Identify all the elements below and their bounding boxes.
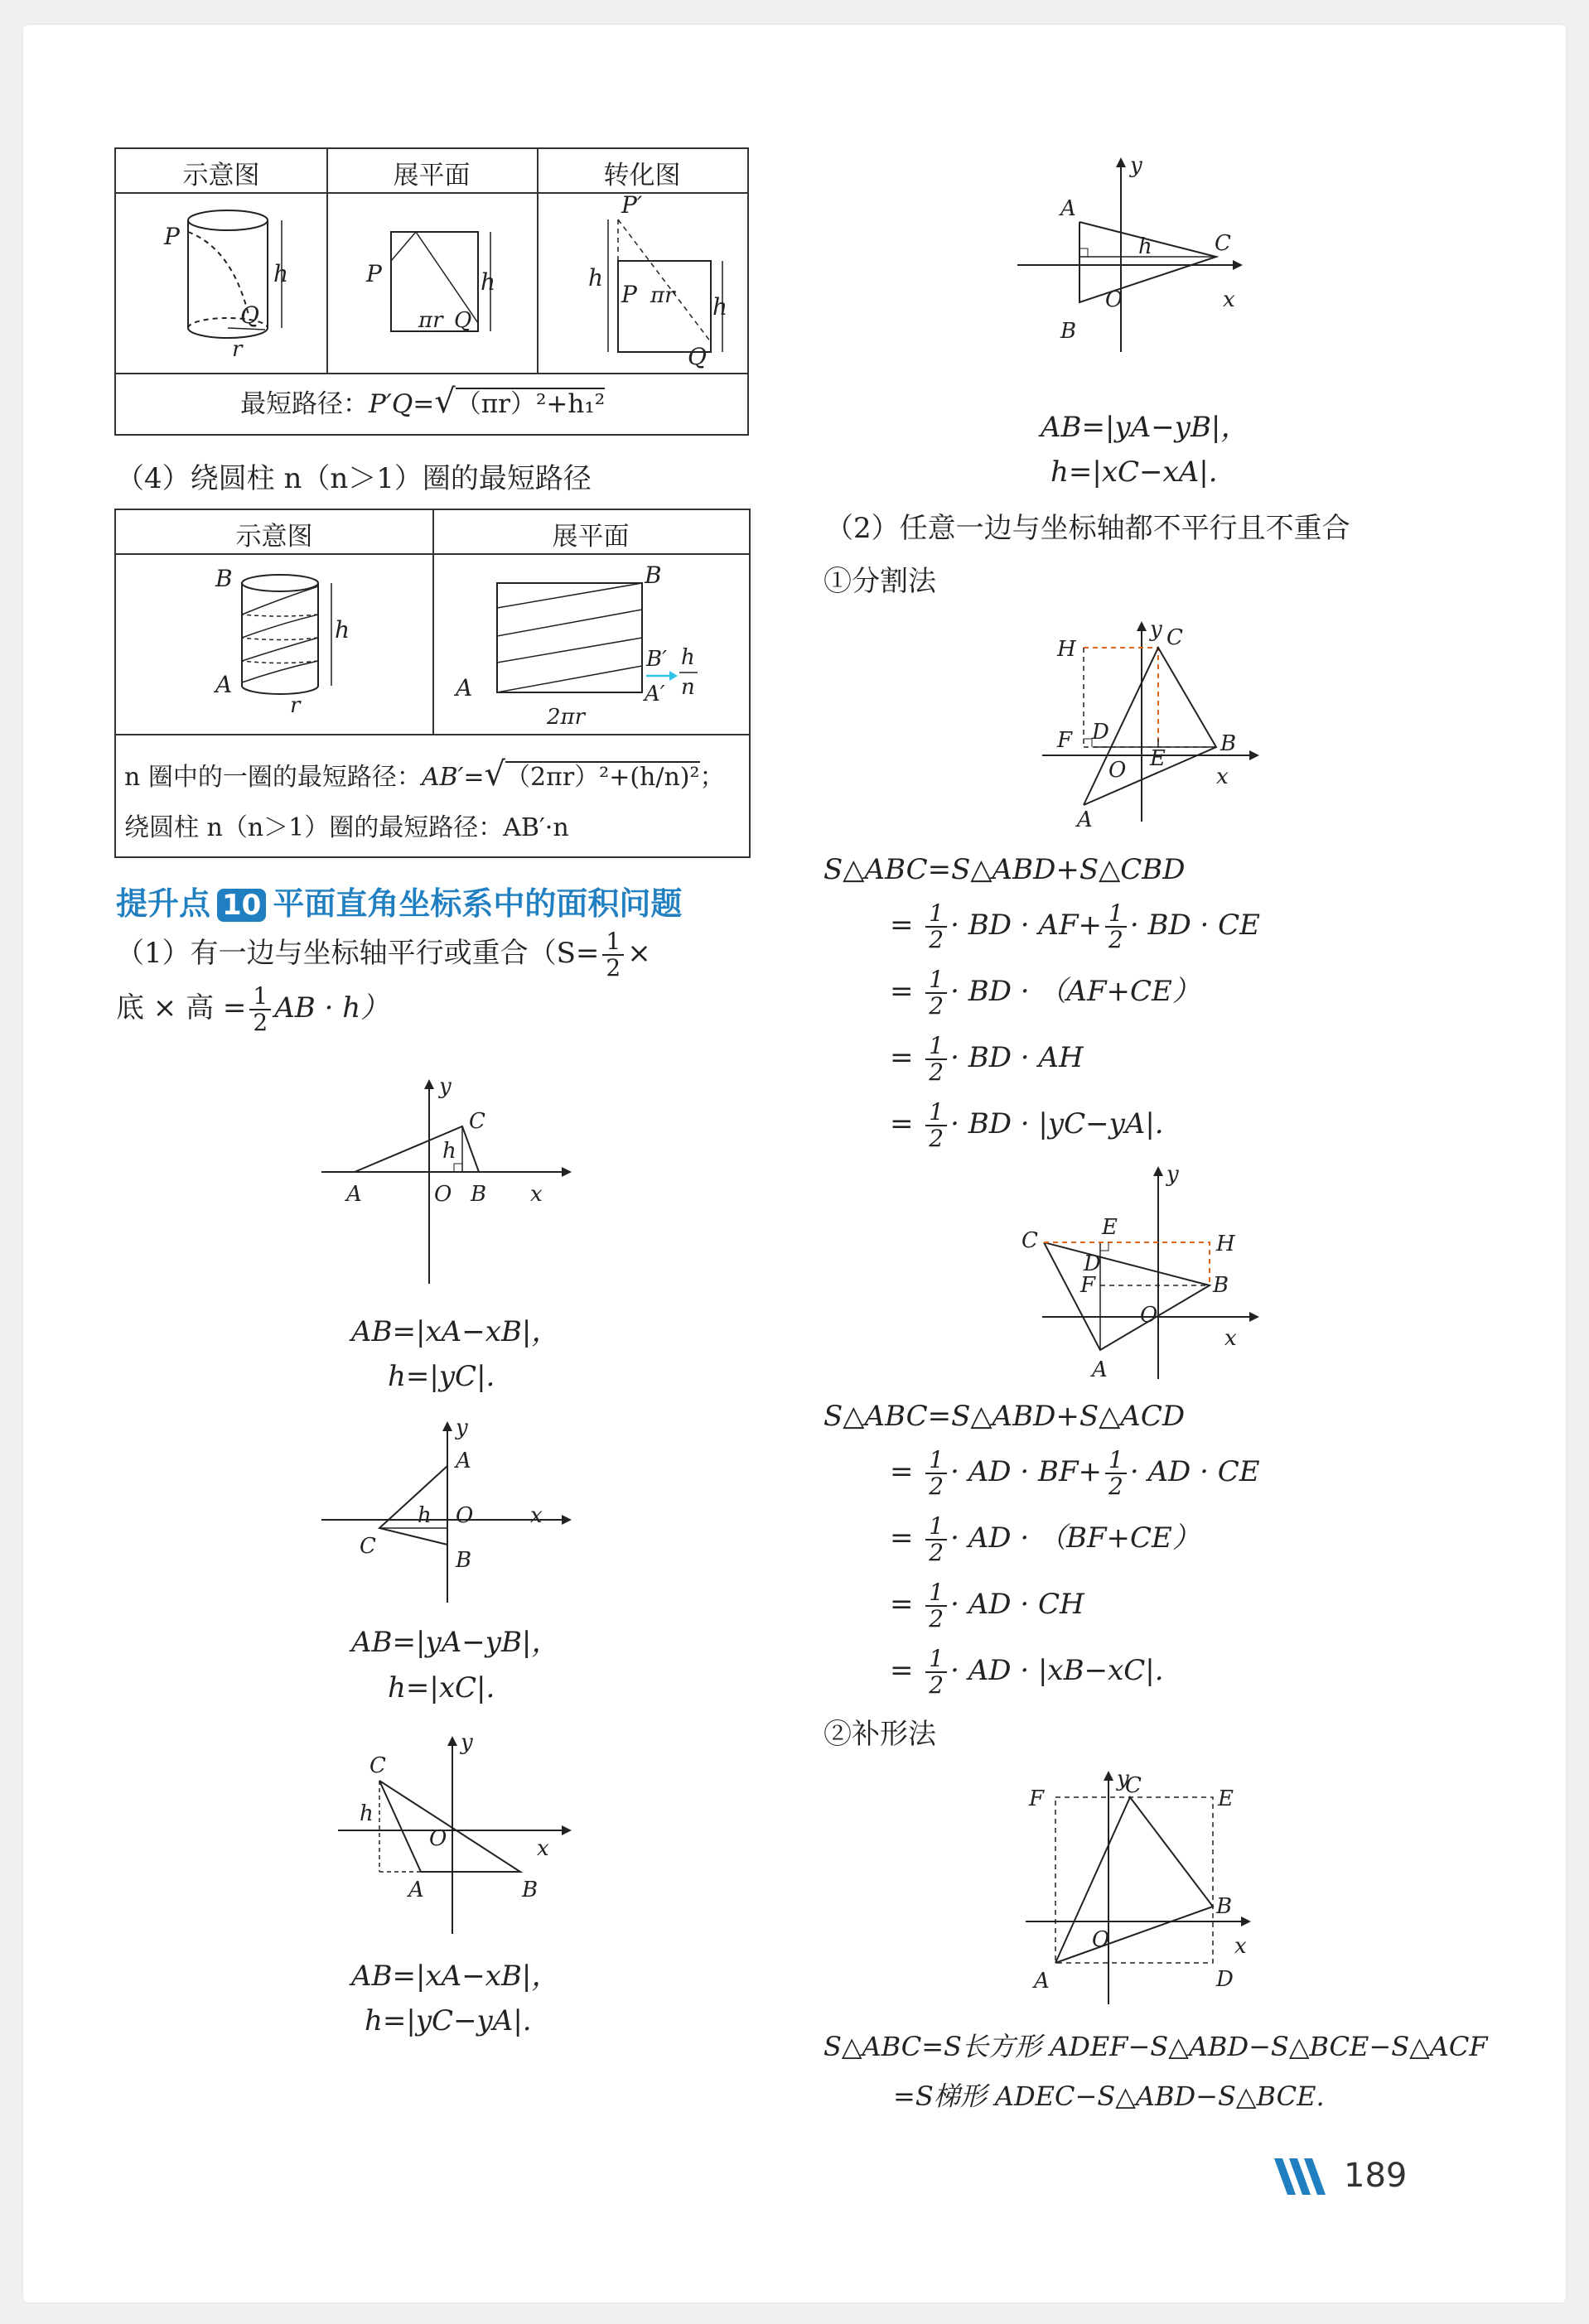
svg-text:x: x: [1216, 764, 1229, 789]
page-number-stripes-icon: [1274, 2158, 1340, 2195]
part1-line2: 底 × 高 = $\frac{1}{2}$ AB · h）: [116, 982, 389, 1036]
cylinder-diagram: [149, 199, 315, 373]
split1-line1-a: · BD · AF+: [950, 909, 1103, 942]
complement-line1: S△ABC=S长方形 ADEF−S△ABD−S△BCE−S△ACF: [823, 2031, 1488, 2062]
svg-text:A: A: [1077, 808, 1093, 830]
svg-text:F: F: [1029, 1786, 1045, 1811]
svg-text:h: h: [681, 645, 695, 670]
svg-text:B: B: [1060, 319, 1077, 344]
svg-text:y: y: [1166, 1162, 1179, 1187]
svg-text:B: B: [456, 1548, 472, 1573]
split2-lhs: S△ABC=S△ABD+S△ACD: [823, 1400, 1186, 1433]
svg-text:n: n: [681, 675, 695, 700]
svg-text:O: O: [1105, 287, 1123, 312]
heading-title: 平面直角坐标系中的面积问题: [273, 885, 683, 922]
svg-text:h: h: [418, 1503, 432, 1528]
svg-text:D: D: [1092, 720, 1109, 745]
svg-text:F: F: [1057, 728, 1073, 753]
table1-shortest-label: 最短路径：: [240, 389, 369, 419]
svg-text:C: C: [369, 1753, 386, 1778]
part1-line2-end: AB · h）: [274, 991, 389, 1025]
svg-text:B: B: [645, 562, 662, 589]
table1-header-3: 转化图: [603, 161, 681, 190]
table2-line1-formula: AB′=: [421, 763, 485, 792]
right-top-formula-a: AB=|yA−yB|，: [1041, 411, 1249, 444]
split2-line3: = $\frac{1}{2}$ · AD · CH: [890, 1579, 1084, 1632]
svg-text:A: A: [215, 671, 233, 698]
svg-text:B: B: [1216, 1894, 1233, 1919]
split1-line3: = $\frac{1}{2}$ · BD · AH: [890, 1032, 1084, 1086]
left-formula-1a: AB=|xA−xB|，: [351, 1315, 560, 1348]
svg-text:E: E: [1218, 1786, 1234, 1811]
svg-text:πr: πr: [650, 283, 675, 308]
svg-text:O: O: [1140, 1303, 1158, 1328]
svg-text:h: h: [335, 616, 350, 644]
left-formula-2a: AB=|yA−yB|，: [351, 1626, 560, 1659]
page-number: 189: [1344, 2157, 1408, 2195]
svg-text:D: D: [1084, 1251, 1101, 1276]
svg-text:y: y: [456, 1416, 468, 1440]
svg-text:y: y: [1130, 153, 1142, 178]
svg-text:B′: B′: [646, 647, 668, 672]
part1-line1-end: ×: [627, 937, 651, 970]
table2-header-1: 示意图: [235, 522, 313, 552]
svg-text:H: H: [1057, 637, 1076, 662]
table-cylinder-n-turns: [114, 509, 751, 858]
svg-text:P: P: [164, 223, 180, 250]
section4-title: （4）绕圆柱 n（n＞1）圈的最短路径: [116, 462, 592, 495]
table1-header-1: 示意图: [182, 161, 260, 190]
split2-line4-text: · AD · |xB−xC|.: [950, 1654, 1164, 1687]
svg-text:y: y: [461, 1731, 473, 1755]
svg-text:Q: Q: [454, 308, 472, 333]
left-formula-3b: h=|yC−yA|.: [365, 2004, 532, 2037]
part1-line1-text: （1）有一边与坐标轴平行或重合（S=: [116, 937, 600, 970]
svg-text:h: h: [442, 1139, 456, 1164]
transformed-diagram: [547, 195, 737, 373]
svg-text:A: A: [456, 1449, 471, 1473]
coord-graph-general-1: [313, 1731, 578, 1938]
split2-line2: = $\frac{1}{2}$ · AD · （BF+CE）: [890, 1512, 1200, 1566]
svg-text:O: O: [434, 1182, 452, 1207]
complement-method-graph: [1017, 1764, 1282, 2013]
svg-text:2πr: 2πr: [547, 705, 586, 730]
svg-text:A: A: [1060, 196, 1076, 221]
svg-text:D: D: [1216, 1967, 1234, 1992]
svg-text:A: A: [346, 1182, 362, 1207]
svg-text:h: h: [1138, 234, 1152, 259]
svg-text:E: E: [1150, 746, 1166, 771]
svg-text:Q: Q: [240, 301, 259, 329]
split2-line3-text: · AD · CH: [950, 1588, 1084, 1621]
svg-text:A: A: [1092, 1357, 1108, 1382]
svg-text:A: A: [456, 674, 473, 702]
left-formula-1b: h=|yC|.: [388, 1360, 495, 1393]
complement-line2: =S梯形 ADEC−S△ABD−S△BCE.: [893, 2081, 1325, 2112]
split2-line1: = $\frac{1}{2}$ · AD · BF+ $\frac{1}{2}$ · AD · CE: [890, 1446, 1260, 1500]
svg-text:P′: P′: [621, 195, 643, 219]
split2-line1-b: · AD · CE: [1129, 1455, 1260, 1488]
method1-title: ①分割法: [823, 565, 936, 598]
svg-text:h: h: [712, 293, 728, 321]
svg-text:P: P: [621, 281, 637, 308]
svg-text:h: h: [273, 260, 289, 287]
svg-text:h: h: [360, 1801, 374, 1826]
split1-line2: = $\frac{1}{2}$ · BD · （AF+CE）: [890, 966, 1200, 1020]
svg-text:E: E: [1102, 1215, 1118, 1240]
svg-text:x: x: [530, 1182, 543, 1207]
svg-text:C: C: [1022, 1228, 1038, 1253]
coord-graph-vertical-base: [313, 1416, 578, 1607]
svg-text:C: C: [360, 1534, 376, 1559]
helix-cylinder-diagram: [199, 562, 381, 731]
split1-line1: = $\frac{1}{2}$ · BD · AF+ $\frac{1}{2}$ · BD · CE: [890, 899, 1260, 953]
heading-number-badge: 10: [217, 889, 266, 922]
svg-text:C: C: [469, 1109, 485, 1134]
coord-graph-horizontal-base: [313, 1077, 578, 1292]
svg-text:P: P: [366, 260, 382, 287]
split2-line1-a: · AD · BF+: [950, 1455, 1103, 1488]
svg-text:A: A: [1034, 1969, 1050, 1994]
svg-text:x: x: [1223, 287, 1235, 312]
split-method-graph-2: [1017, 1160, 1291, 1383]
table2-line1: n 圈中的一圈的最短路径：AB′=√（2πr）²+(h/n)²；: [124, 755, 725, 793]
svg-text:y: y: [439, 1077, 452, 1099]
svg-text:r: r: [290, 693, 301, 718]
heading-prefix: 提升点: [116, 885, 211, 922]
svg-text:x: x: [1224, 1326, 1237, 1351]
svg-text:H: H: [1216, 1232, 1235, 1256]
svg-text:h: h: [481, 268, 496, 296]
svg-text:x: x: [1234, 1934, 1247, 1959]
split2-line4: = $\frac{1}{2}$ · AD · |xB−xC|.: [890, 1645, 1164, 1699]
svg-text:O: O: [1092, 1927, 1110, 1952]
split1-lhs: S△ABC=S△ABD+S△CBD: [823, 853, 1186, 886]
svg-text:A′: A′: [645, 682, 665, 706]
svg-text:h: h: [588, 264, 604, 292]
svg-text:C: C: [1125, 1773, 1142, 1798]
unrolled-rectangle-diagram: [348, 199, 522, 373]
svg-text:B: B: [1220, 731, 1237, 756]
table1-shortest-path: 最短路径：P′Q=√（πr）²+h₁²: [240, 383, 606, 421]
method2-title: ②补形法: [823, 1718, 936, 1751]
svg-text:y: y: [1117, 1767, 1129, 1791]
svg-text:O: O: [456, 1503, 474, 1528]
right-top-formula-b: h=|xC−xA|.: [1050, 456, 1218, 489]
section-heading: [116, 878, 682, 923]
split1-line1-b: · BD · CE: [1129, 909, 1260, 942]
svg-text:C: C: [1215, 231, 1231, 256]
part2-title: （2）任意一边与坐标轴都不平行且不重合: [825, 512, 1350, 545]
svg-text:Q: Q: [688, 343, 707, 370]
svg-text:x: x: [530, 1503, 543, 1528]
table-cylinder-one-turn: [114, 147, 749, 436]
split1-line4-text: · BD · |yC−yA|.: [950, 1107, 1164, 1140]
left-formula-3a: AB=|xA−xB|，: [351, 1960, 560, 1993]
table1-shortest-radicand: （πr）²+h₁²: [455, 389, 606, 419]
table2-line2: 绕圆柱 n（n＞1）圈的最短路径：AB′·n: [124, 813, 569, 842]
left-formula-2b: h=|xC|.: [388, 1671, 495, 1704]
svg-text:πr: πr: [418, 308, 443, 333]
table2-line1-label: n 圈中的一圈的最短路径：: [124, 763, 422, 792]
split1-line3-text: · BD · AH: [950, 1041, 1084, 1074]
part1-line2-start: 底 × 高 =: [116, 991, 247, 1025]
split1-line4: = $\frac{1}{2}$ · BD · |yC−yA|.: [890, 1098, 1164, 1152]
svg-text:O: O: [1108, 758, 1127, 783]
page: [23, 25, 1566, 2302]
split1-line2-text: · BD · （AF+CE）: [950, 975, 1200, 1008]
svg-text:B: B: [471, 1182, 487, 1207]
table2-line1-radicand: （2πr）²+(h/n)²: [505, 763, 700, 792]
svg-text:A: A: [408, 1878, 424, 1902]
svg-text:C: C: [1166, 625, 1183, 650]
svg-text:O: O: [429, 1826, 447, 1851]
split2-line2-text: · AD · （BF+CE）: [950, 1521, 1200, 1555]
svg-text:F: F: [1080, 1273, 1096, 1298]
coord-graph-vertical-base-right: [1009, 149, 1266, 356]
svg-text:y: y: [1150, 617, 1162, 642]
table1-shortest-formula: P′Q=: [369, 389, 435, 419]
table2-header-2: 展平面: [552, 522, 630, 552]
split-method-graph-1: [1034, 615, 1274, 830]
svg-text:x: x: [537, 1836, 549, 1861]
table1-header-2: 展平面: [393, 161, 471, 190]
helix-unrolled-diagram: [447, 560, 746, 734]
svg-text:B: B: [215, 565, 233, 592]
part1-line1: （1）有一边与坐标轴平行或重合（S= $\frac{1}{2}$ ×: [116, 928, 651, 981]
svg-text:B: B: [1213, 1273, 1229, 1298]
svg-text:r: r: [232, 337, 243, 362]
svg-text:B: B: [522, 1878, 539, 1902]
